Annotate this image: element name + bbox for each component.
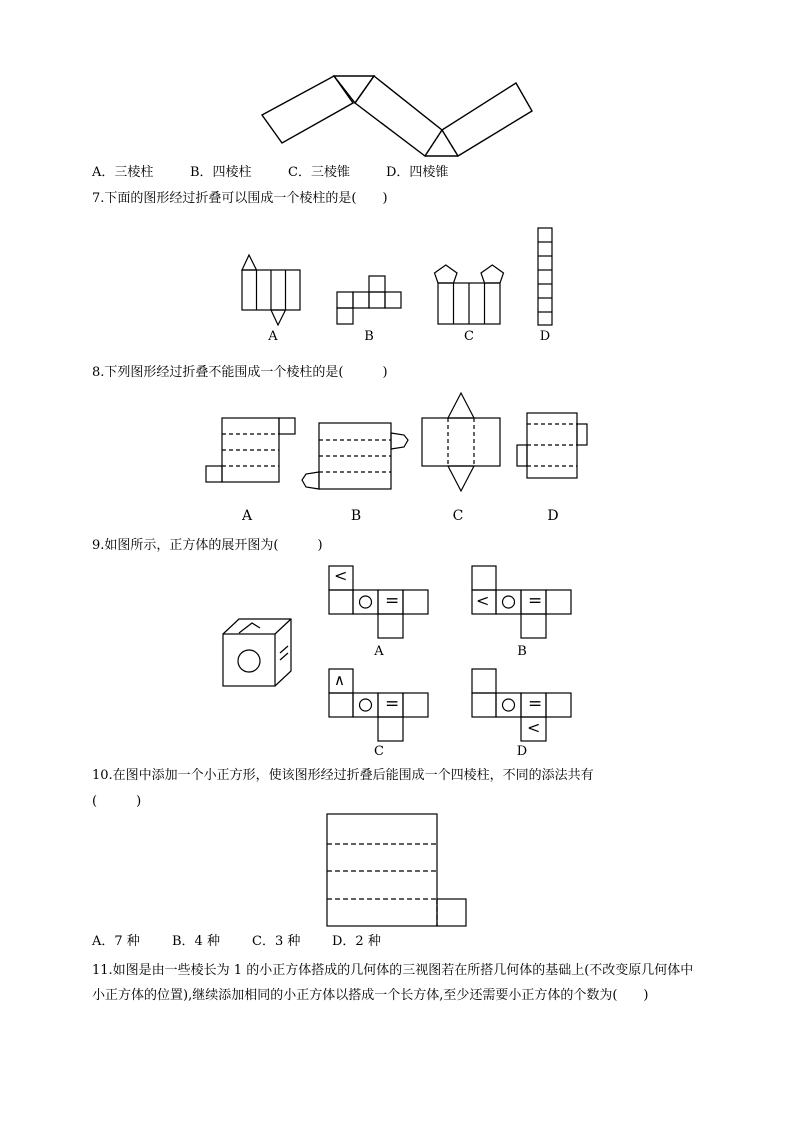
q8-label-d: D <box>547 508 559 524</box>
q10-option-b: B．4 种 <box>172 934 220 949</box>
q9-c-symbol-eq: = <box>385 694 400 714</box>
q9-d-symbol-lt: < <box>527 718 541 737</box>
q9-label-d: D <box>516 744 528 759</box>
q9-b-symbol-eq: = <box>528 591 543 611</box>
q6-option-b: B．四棱柱 <box>190 165 252 180</box>
q9-question: 9.如图所示，正方体的展开图为( ) <box>92 538 323 553</box>
q9-b-symbol-lt: < <box>476 591 490 610</box>
q7-label-b: B <box>364 329 374 344</box>
q9-label-c: C <box>374 744 384 759</box>
q10-option-d: D．2 种 <box>332 934 381 949</box>
q9-label-b: B <box>517 644 527 659</box>
q9-label-a: A <box>374 644 384 659</box>
q11-question: 11.如图是由一些棱长为 1 的小正方体搭成的几何体的三视图若在所搭几何体的基础上(不改变原几何体中小正方体的位置),继续添加相同的小正方体以搭成一个长方体,至少还需要小正方体的个数为( ) <box>92 963 694 1003</box>
q6-option-a: A．三棱柱 <box>92 165 154 180</box>
q8-label-a: A <box>241 508 253 524</box>
q7-question: 7.下面的图形经过折叠可以围成一个棱柱的是( ) <box>92 191 388 206</box>
q10-bracket: ( ) <box>92 794 142 809</box>
q6-option-c: C．三棱锥 <box>288 165 350 180</box>
q7-label-c: C <box>464 329 474 344</box>
q8-label-b: B <box>350 508 362 524</box>
q9-a-symbol-eq: = <box>385 591 400 611</box>
q10-question: 10.在图中添加一个小正方形，使该图形经过折叠后能围成一个四棱柱，不同的添法共有 <box>92 768 594 783</box>
q7-label-a: A <box>268 329 278 344</box>
q6-option-d: D．四棱锥 <box>386 165 449 180</box>
q9-d-symbol-eq: = <box>528 694 543 714</box>
q10-option-c: C．3 种 <box>252 934 301 949</box>
q8-label-c: C <box>452 508 464 524</box>
q9-c-symbol-caret: ∧ <box>334 671 345 689</box>
q7-label-d: D <box>539 329 551 344</box>
q10-options <box>92 932 381 952</box>
q9-a-symbol-lt: < <box>334 566 348 585</box>
q10-option-a: A．7 种 <box>92 934 140 949</box>
q8-question: 8.下列图形经过折叠不能围成一个棱柱的是( ) <box>92 365 388 380</box>
